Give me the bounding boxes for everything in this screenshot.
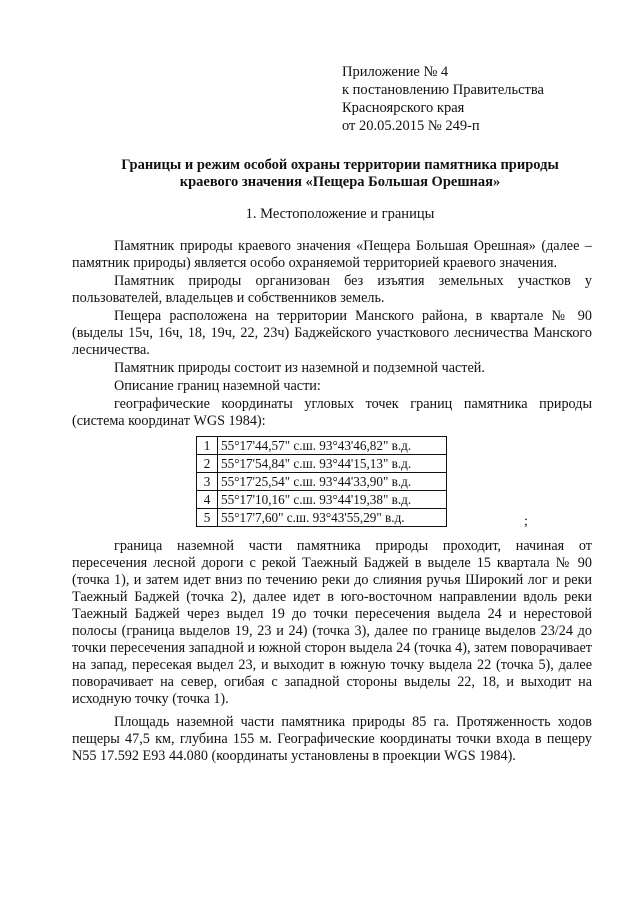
area-description: Площадь наземной части памятника природы 85 га. Протяженность ходов пещеры 47,5 км, глубина 155 м. Географические координаты точки входа в пещеру N55 17.592 E93 44.080 (координаты установлены в проекции WGS 1984). <box>72 714 592 764</box>
header-line: Красноярского края <box>342 100 465 116</box>
coordinates-table <box>196 436 447 527</box>
table-row <box>197 509 447 527</box>
point-number: 4 <box>197 491 218 509</box>
document-title <box>60 157 620 191</box>
paragraph: Описание границ наземной части: <box>114 378 321 394</box>
point-coordinates: 55°17'44,57" с.ш. 93°43'46,82" в.д. <box>218 437 447 455</box>
paragraph: Пещера расположена на территории Манского района, в квартале № 90 (выделы 15ч, 16ч, 18, 19ч, 22, 23ч) Баджейского участкового лесничества Манского лесничества. <box>72 308 592 358</box>
boundary-description: граница наземной части памятника природы проходит, начиная от пересечения лесной дороги с рекой Таежный Баджей в выделе 15 квартала № 90 (точка 1), и затем идет вниз по течению реки до слияния ручья Широкий лог и реки Таежный Баджей (точка 2), далее идет в юго-восточном направлении вдоль реки Таежный Баджей через выдел 19 до точки пересечения выдела 24 и нерестовой полосы (границa выделов 19, 23 и 24) (точка 3), далее по границе выделов 23/24 до точки пересечения западной и южной сторон выдела 24 (точка 4), затем поворачивает на запад, пересекая выдел 23, и выходит в южную точку выдела 22 (точка 5), далее поворачивает на север, огибая с западной стороны выделы 22, 18, и выходит на исходную точку (точка 1). <box>72 538 592 707</box>
point-number: 5 <box>197 509 218 527</box>
table-row <box>197 437 447 455</box>
table-row <box>197 473 447 491</box>
section-heading: 1. Местоположение и границы <box>245 206 435 222</box>
appendix-header <box>342 63 602 135</box>
paragraph: Памятник природы состоит из наземной и подземной частей. <box>114 360 485 376</box>
point-coordinates: 55°17'10,16" с.ш. 93°44'19,38" в.д. <box>218 491 447 509</box>
table-row <box>197 491 447 509</box>
point-coordinates: 55°17'7,60" с.ш. 93°43'55,29" в.д. <box>218 509 447 527</box>
point-number: 3 <box>197 473 218 491</box>
point-number: 1 <box>197 437 218 455</box>
paragraph: Памятник природы организован без изъятия земельных участков у пользователей, владельцев и собственников земель. <box>72 273 592 306</box>
table-trailing-semicolon: ; <box>524 514 528 529</box>
coordinates-table-wrapper <box>72 436 592 532</box>
title-line: Границы и режим особой охраны территории памятника природы <box>121 157 559 173</box>
document-body <box>72 238 592 766</box>
table-row <box>197 455 447 473</box>
point-coordinates: 55°17'25,54" с.ш. 93°44'33,90" в.д. <box>218 473 447 491</box>
paragraph: Памятник природы краевого значения «Пещера Большая Орешная» (далее – памятник природы) является особо охраняемой территорией краевого значения. <box>72 238 592 271</box>
title-line: краевого значения «Пещера Большая Орешная» <box>179 174 501 190</box>
point-number: 2 <box>197 455 218 473</box>
header-line: от 20.05.2015 № 249-п <box>342 118 480 134</box>
paragraph: географические координаты угловых точек границ памятника природы (система координат WGS 1984): <box>72 396 592 429</box>
point-coordinates: 55°17'54,84" с.ш. 93°44'15,13" в.д. <box>218 455 447 473</box>
header-line: Приложение № 4 <box>342 64 449 80</box>
header-line: к постановлению Правительства <box>342 82 544 98</box>
